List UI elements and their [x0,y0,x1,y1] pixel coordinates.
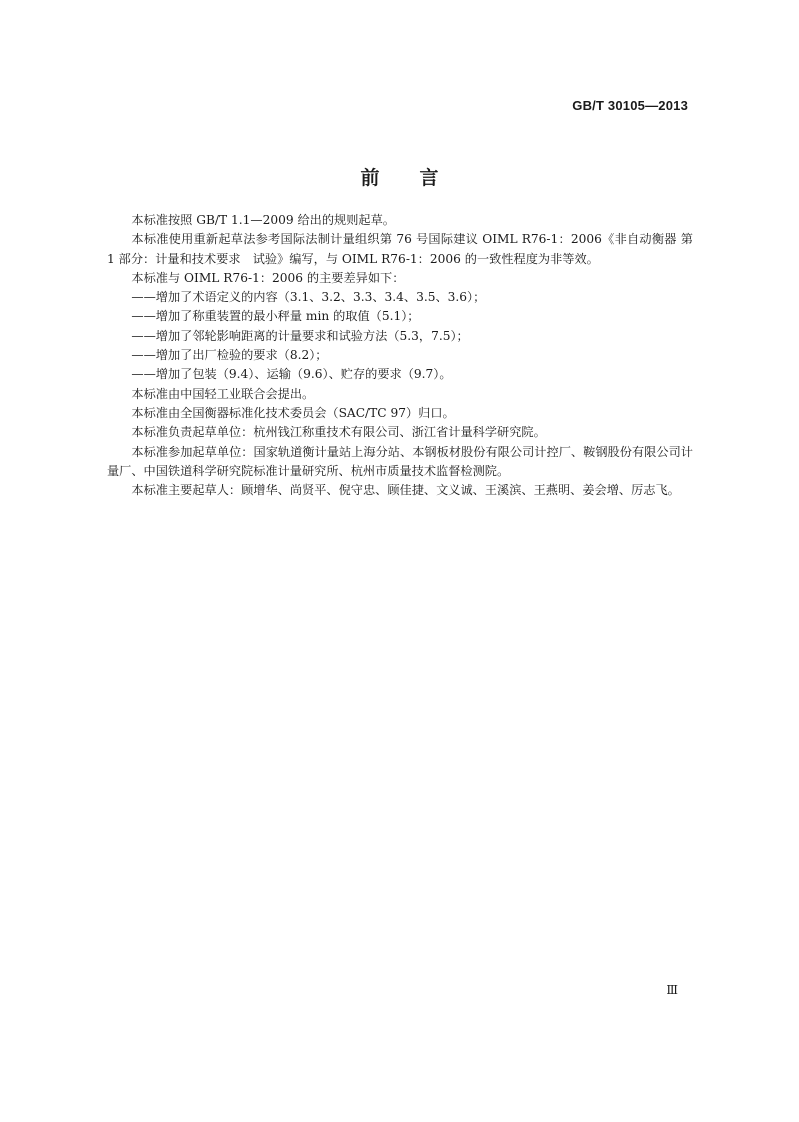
paragraph-committee: 本标准由全国衡器标准化技术委员会（SAC/TC 97）归口。 [131,405,455,420]
paragraph-lead-drafters: 本标准负责起草单位：杭州钱江称重技术有限公司、浙江省计量科学研究院。 [131,425,546,440]
paragraph-main-authors: 本标准主要起草人：顾增华、尚贤平、倪守忠、顾佳捷、文义诚、王溪滨、王燕明、姜会增、厉志飞。 [131,483,680,498]
paragraph-reference-method: 本标准使用重新起草法参考国际法制计量组织第 76 号国际建议 OIML R76-1：2006《非自动衡器 第 1 部分：计量和技术要求 试验》编写，与 OIML R76-1：2006 的一致性程度为非等效。 [107,232,693,266]
paragraph-drafting-rules: 本标准按照 GB/T 1.1—2009 给出的规则起草。 [131,213,395,227]
paragraph-participating-drafters: 本标准参加起草单位：国家轨道衡计量站上海分站、本钢板材股份有限公司计控厂、鞍钢股份有限公司计量厂、中国铁道科学研究院标准计量研究所、杭州市质量技术监督检测院。 [107,444,693,478]
list-item: ——增加了术语定义的内容（3.1、3.2、3.3、3.4、3.5、3.6）； [131,290,486,305]
list-item: ——增加了出厂检验的要求（8.2）； [131,348,328,363]
list-item: ——增加了包装（9.4）、运输（9.6）、贮存的要求（9.7）。 [131,367,452,382]
standard-code: GB/T 30105—2013 [572,98,688,113]
foreword-body [107,211,693,500]
list-item: ——增加了称重装置的最小秤量 min 的取值（5.1）； [131,309,420,324]
list-item: ——增加了邻轮影响距离的计量要求和试验方法（5.3，7.5）； [131,328,469,343]
page-title: 前言 [360,167,479,189]
paragraph-proposer: 本标准由中国轻工业联合会提出。 [131,386,315,401]
page-number: Ⅲ [666,983,678,997]
paragraph-differences-intro: 本标准与 OIML R76-1：2006 的主要差异如下： [131,270,405,285]
